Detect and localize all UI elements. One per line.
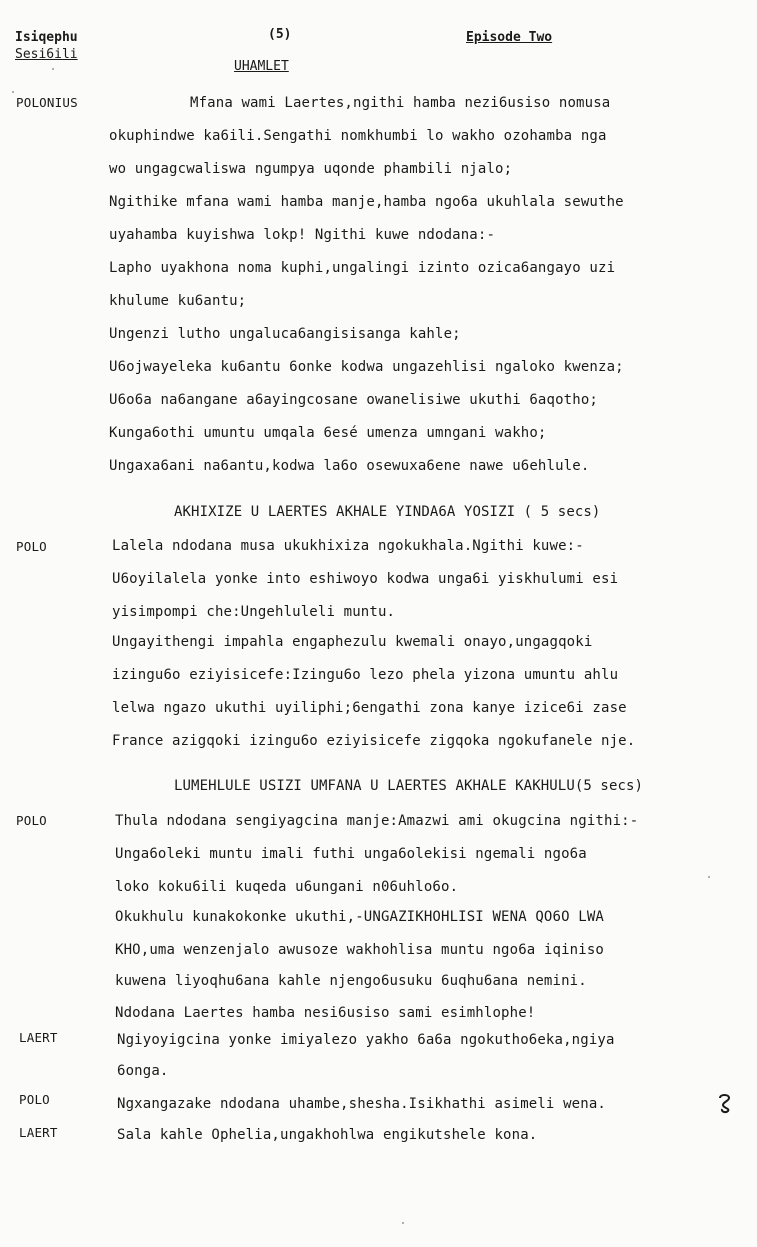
dialogue-line: Ungenzi lutho ungaluca6angisisanga kahle;: [109, 326, 461, 342]
dialogue-line: Ungaxa6ani na6antu,kodwa la6o osewuxa6ene nawe u6ehlule.: [109, 458, 590, 474]
dialogue-line: Sala kahle Ophelia,ungakhohlwa engikutshele kona.: [117, 1127, 538, 1143]
dialogue-line: Thula ndodana sengiyagcina manje:Amazwi ami okugcina ngithi:-: [115, 813, 639, 829]
stage-direction: LUMEHLULE USIZI UMFANA U LAERTES AKHALE KAKHULU(5 secs): [174, 778, 644, 794]
dialogue-line: Ngiyoyigcina yonke imiyalezo yakho 6a6a ngokutho6eka,ngiya: [117, 1032, 615, 1048]
speaker-laert: LAERT: [19, 1030, 58, 1045]
speaker-polonius: POLONIUS: [16, 95, 78, 110]
paper-speck: [12, 91, 14, 93]
dialogue-line: Ndodana Laertes hamba nesi6usiso sami esimhlophe!: [115, 1005, 536, 1021]
dialogue-line: izingu6o eziyisicefe:Izingu6o lezo phela yizona umuntu ahlu: [112, 667, 619, 683]
dialogue-line: khulume ku6antu;: [109, 293, 247, 309]
dialogue-line: U6ojwayeleka ku6antu 6onke kodwa ungazehlisi ngaloko kwenza;: [109, 359, 624, 375]
paper-speck: [402, 1222, 404, 1224]
episode-number-zulu: Sesi6ili: [15, 47, 78, 62]
speaker-polo: POLO: [16, 539, 47, 554]
dialogue-line: U6oyilalela yonke into eshiwoyo kodwa unga6i yiskhulumi esi: [112, 571, 619, 587]
dialogue-line: 6onga.: [117, 1063, 169, 1079]
dialogue-line: Ngithike mfana wami hamba manje,hamba ngo6a ukuhlala sewuthe: [109, 194, 624, 210]
dialogue-line: U6o6a na6angane a6ayingcosane owanelisiwe ukuthi 6aqotho;: [109, 392, 598, 408]
dialogue-line: loko koku6ili kuqeda u6ungani n06uhlo6o.: [115, 879, 459, 895]
dialogue-line: Unga6oleki muntu imali futhi unga6olekisi ngemali ngo6a: [115, 846, 587, 862]
dialogue-line: kuwena liyoqhu6ana kahle njengo6usuku 6uqhu6ana nemini.: [115, 973, 587, 989]
dialogue-line: Ngxangazake ndodana uhambe,shesha.Isikhathi asimeli wena.: [117, 1096, 606, 1112]
episode-label-english: Episode Two: [466, 30, 553, 45]
dialogue-line: Lalela ndodana musa ukukhixiza ngokukhala.Ngithi kuwe:-: [112, 538, 584, 554]
dialogue-line: wo ungagcwaliswa ngumpya uqonde phambili njalo;: [109, 161, 513, 177]
page-number: (5): [268, 27, 292, 42]
dialogue-line: France azigqoki izingu6o eziyisicefe zigqoka ngokufanele nje.: [112, 733, 636, 749]
speaker-laert: LAERT: [19, 1125, 58, 1140]
paper-speck: [52, 68, 54, 70]
paper-speck: [708, 876, 710, 878]
dialogue-line: lelwa ngazo ukuthi uyiliphi;6engathi zona kanye izice6i zase: [112, 700, 627, 716]
episode-label-zulu: Isiqephu: [15, 30, 78, 45]
dialogue-line: yisimpompi che:Ungehluleli muntu.: [112, 604, 396, 620]
dialogue-line: okuphindwe ka6ili.Sengathi nomkhumbi lo wakho ozohamba nga: [109, 128, 607, 144]
dialogue-line: KHO,uma wenzenjalo awusoze wakhohlisa muntu ngo6a iqiniso: [115, 942, 604, 958]
stage-direction: AKHIXIZE U LAERTES AKHALE YINDA6A YOSIZI ( 5 secs): [174, 504, 601, 520]
dialogue-line: Mfana wami Laertes,ngithi hamba nezi6usiso nomusa: [190, 95, 611, 111]
dialogue-line: uyahamba kuyishwa lokp! Ngithi kuwe ndodana:-: [109, 227, 496, 243]
dialogue-line: Kunga6othi umuntu umqala 6esé umenza umngani wakho;: [109, 425, 547, 441]
dialogue-line: Okukhulu kunakokonke ukuthi,-UNGAZIKHOHLISI WENA QO6O LWA: [115, 909, 604, 925]
speaker-polo: POLO: [16, 813, 47, 828]
dialogue-line: Ungayithengi impahla engaphezulu kwemali onayo,ungagqoki: [112, 634, 593, 650]
speaker-polo: POLO: [19, 1092, 50, 1107]
play-title: UHAMLET: [234, 59, 289, 74]
handwritten-mark-icon: [716, 1092, 734, 1114]
dialogue-line: Lapho uyakhona noma kuphi,ungalingi izinto ozica6angayo uzi: [109, 260, 616, 276]
